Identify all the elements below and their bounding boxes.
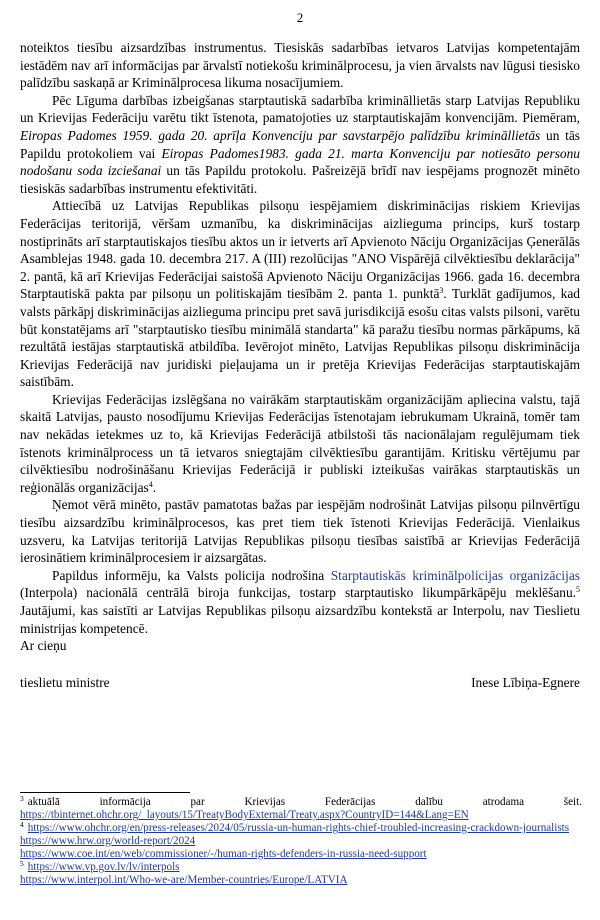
convention-1959-title: Eiropas Padomes 1959. gada 20. aprīļa Konvenciju par savstarpējo palīdzību krimināllietās <box>20 127 541 143</box>
page-number: 2 <box>296 10 304 25</box>
paragraph-3-text-b: . Turklāt gadījumos, kad valsts pārkāpj diskriminācijas aizlieguma principu pret savā jurisdikcijā esošu citas valsts pilsoni, varētu būt konstatējams arī "starptautisko tiesību minimālā standarta" kā paražu tiesību normas pārkāpums, kā rezultātā iestājas starptautiskā atbildība. Ievērojot minēto, Latvijas Republikas pilsoņu diskriminācija Krievijas Federācijā nav juridiski pieļaujama un ir pretēja Krievijas Federācijas starptautiskajām saistībām. <box>20 286 580 390</box>
paragraph-2-text-c: un tās Papildu protokolu. Pašreizējā brīdī nav iespējams prognozēt minēto tiesiskās sadarbības instrumentu efektivitāti. <box>20 163 580 196</box>
footnote-3-text: aktuālā informācija par Krievijas Federācijas dalību atrodama šeit. <box>27 796 582 808</box>
footnote-5-link-interpol[interactable]: https://www.interpol.int/Who-we-are/Member-countries/Europe/LATVIA <box>20 874 348 886</box>
paragraph-6-text-c: Jautājumi, kas saistīti ar Latvijas Republikas pilsoņu aizsardzību kontekstā ar Interpolu, nav Tieslietu ministrijas kompetencē. <box>20 603 580 636</box>
paragraph-3-text-a: Attiecībā uz Latvijas Republikas pilsoņu iespējamiem diskriminācijas riskiem Krievijas Federācijas teritorijā, vēršam uzmanību, ka diskriminācijas aizlieguma princips, kurš tostarp nostiprināts arī starptautiskajos tiesību aktos un ir ietverts arī Apvienoto Nāciju Organizācijas Ģenerālās Asamblejas 1948. gada 10. decembra 217. A (III) rezolūcijas "ANO Vispārējā cilvēktiesību deklarācija" 2. pantā, kā arī Krievijas Federācijai saistošā Apvienoto Nāciju Organizācijas 1966. gada 16. decembra Starptautiskā pakta par pilsoņu un politiskajām tiesībām 2. panta 1. punktā <box>20 198 580 302</box>
interpol-org-link[interactable]: Starptautiskās kriminālpolicijas organizācijas <box>330 567 580 583</box>
paragraph-4-text-a: Krievijas Federācijas izslēgšana no vairākām starptautiskām organizācijām apliecina valstu, tajā skaitā Latvijas, pausto nosodījumu Krievijas Federācijas īstenotajam iebrukumam Ukrainā, tomēr tam nav nekādas ietekmes uz to, kā Krievijas Federācijā atbilstoši tās nacionālajam regulējumam tiek īstenots kriminālprocess un tā ietvaros sniegtajām cilvēktiesību garantijām. Kritisku vērtējumu par cilvēktiesību nodrošināšanu Krievijas Federācijā ir publiski izteikušas vairākas starptautiskās un reģionālās organizācijas <box>20 391 580 495</box>
paragraph-5-text: Ņemot vērā minēto, pastāv pamatotas bažas par iespējām nodrošināt Latvijas pilsoņu pilnvērtīgu tiesību aizsardzību kriminālprocesos, kas pret tiem tiek īstenoti Krievijas Federācijā. Vienlaikus uzsveru, ka Latvijas teritorijā Latvijas Republikas pilsoņu tiesības saistībā ar Krievijas Federācijā ierosinātiem kriminālprocesiem ir aizsargātas. <box>20 497 580 566</box>
letter-body <box>20 39 580 637</box>
paragraph-6-text-b: (Interpola) nacionālā centrālā biroja funkcijas, tostarp starptautisko likumpārkāpēju meklēšanu. <box>20 585 576 601</box>
footnote-separator <box>20 792 190 793</box>
paragraph-3 <box>20 197 580 391</box>
paragraph-5 <box>20 496 580 566</box>
footnote-4 <box>20 822 582 835</box>
footnotes <box>20 796 582 887</box>
footnote-5-link-vp[interactable]: https://www.vp.gov.lv/lv/interpols <box>27 861 180 873</box>
footnote-4-link-coe[interactable]: https://www.coe.int/en/web/commissioner/-/human-rights-defenders-in-russia-need-support <box>20 848 427 860</box>
signer-name: Inese Lībiņa-Egnere <box>471 675 580 690</box>
signature-block <box>20 674 580 692</box>
footnote-4-number: 4 <box>20 820 24 829</box>
footnote-4-link-ohchr[interactable]: https://www.ohchr.org/en/press-releases/2024/05/russia-un-human-rights-chief-troubled-increasing-crackdown-journalists <box>27 822 570 834</box>
footnote-ref-4: 4 <box>148 479 153 489</box>
convention-1983-title: Eiropas Padomes1983. gada 21. marta Konvenciju par notiesāto personu nodošanu soda izciešanai <box>20 145 580 179</box>
signer-position: tieslietu ministre <box>20 675 110 690</box>
footnote-4-link-hrw[interactable]: https://www.hrw.org/world-report/2024 <box>20 835 196 847</box>
paragraph-1 <box>20 39 580 92</box>
paragraph-1-text: noteiktos tiesību aizsardzības instrumentus. Tiesiskās sadarbības ietvaros Latvijas kompetentajām iestādēm nav arī informācijas par ārvalstī notiekošu kriminālprocesu, ja vien ārvalsts nav lūgusi tiesisko palīdzību saskaņā ar Kriminālprocesa likuma nosacījumiem. <box>20 40 580 91</box>
footnote-3-link[interactable]: https://tbinternet.ohchr.org/_layouts/15/TreatyBodyExternal/Treaty.aspx?CountryID=144&Lang=EN <box>20 809 469 821</box>
paragraph-2 <box>20 92 580 198</box>
closing-greeting: Ar cieņu <box>20 638 67 653</box>
footnote-5 <box>20 861 582 874</box>
paragraph-2-text-a: Pēc Līguma darbības izbeigšanas starptautiskā sadarbība krimināllietās starp Latvijas Republiku un Krievijas Federāciju varētu tikt īstenota, pamatojoties uz starptautiskajām konvencijām. Piemēram, <box>20 92 580 126</box>
paragraph-4-text-b: . <box>152 479 157 495</box>
footnote-3-number: 3 <box>20 794 24 803</box>
paragraph-6-text-a: Papildus informēju, ka Valsts policija nodrošina <box>52 567 331 583</box>
footnote-ref-3: 3 <box>439 286 444 296</box>
footnote-3 <box>20 796 582 809</box>
paragraph-6 <box>20 567 580 637</box>
footnote-5-number: 5 <box>20 859 24 868</box>
paragraph-2-text-b: un tās Papildu protokoliem vai <box>20 127 580 161</box>
footnote-ref-5: 5 <box>576 585 580 595</box>
paragraph-4 <box>20 391 580 497</box>
